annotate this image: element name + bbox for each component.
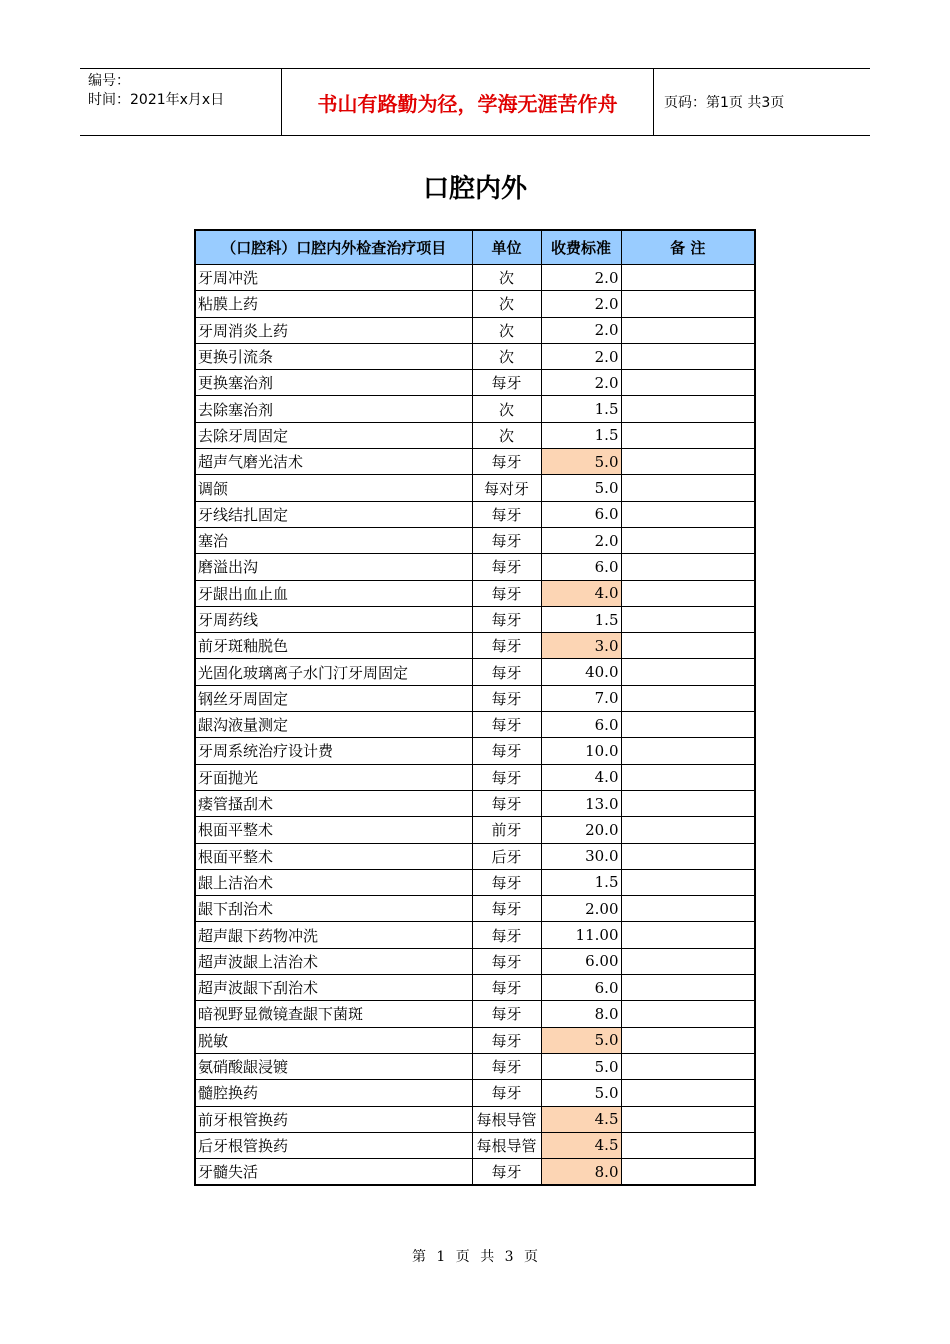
note-cell [621, 317, 755, 343]
unit-cell: 每牙 [472, 1080, 541, 1106]
fee-cell: 6.00 [541, 948, 621, 974]
header-meta [80, 69, 282, 135]
table-row [195, 291, 755, 317]
note-cell [621, 501, 755, 527]
unit-cell: 每牙 [472, 975, 541, 1001]
fee-table-body [195, 265, 755, 1186]
unit-cell: 次 [472, 291, 541, 317]
table-row [195, 738, 755, 764]
table-row [195, 1106, 755, 1132]
item-name-cell: 光固化玻璃离子水门汀牙周固定 [195, 659, 472, 685]
table-row [195, 475, 755, 501]
note-cell [621, 948, 755, 974]
note-cell [621, 422, 755, 448]
item-name-cell: 牙髓失活 [195, 1159, 472, 1186]
unit-cell: 每牙 [472, 948, 541, 974]
table-row [195, 922, 755, 948]
item-name-cell: 根面平整术 [195, 817, 472, 843]
item-name-cell: 龈沟液量测定 [195, 712, 472, 738]
column-header-fee: 收费标准 [541, 230, 621, 265]
table-row [195, 265, 755, 291]
table-row [195, 712, 755, 738]
unit-cell: 每牙 [472, 738, 541, 764]
unit-cell: 每牙 [472, 685, 541, 711]
column-header-item: （口腔科）口腔内外检查治疗项目 [195, 230, 472, 265]
number-label: 编号： [88, 73, 130, 89]
item-name-cell: 塞治 [195, 527, 472, 553]
fee-cell: 6.0 [541, 975, 621, 1001]
note-cell [621, 1053, 755, 1079]
table-row [195, 1159, 755, 1186]
fee-cell: 5.0 [541, 1080, 621, 1106]
note-cell [621, 370, 755, 396]
unit-cell: 次 [472, 265, 541, 291]
unit-cell: 每牙 [472, 554, 541, 580]
unit-cell: 每牙 [472, 606, 541, 632]
item-name-cell: 根面平整术 [195, 843, 472, 869]
table-row [195, 869, 755, 895]
fee-table [194, 229, 756, 1186]
note-cell [621, 922, 755, 948]
table-row [195, 554, 755, 580]
table-row [195, 370, 755, 396]
note-cell [621, 764, 755, 790]
table-row [195, 843, 755, 869]
item-name-cell: 牙周消炎上药 [195, 317, 472, 343]
fee-cell: 3.0 [541, 633, 621, 659]
unit-cell: 每牙 [472, 370, 541, 396]
table-row [195, 948, 755, 974]
fee-cell: 5.0 [541, 449, 621, 475]
table-row [195, 1080, 755, 1106]
item-name-cell: 牙龈出血止血 [195, 580, 472, 606]
table-row [195, 501, 755, 527]
table-row [195, 527, 755, 553]
item-name-cell: 粘膜上药 [195, 291, 472, 317]
page-code: 页码：第1页 共3页 [664, 95, 785, 111]
item-name-cell: 牙线结扎固定 [195, 501, 472, 527]
table-row [195, 685, 755, 711]
unit-cell: 每牙 [472, 712, 541, 738]
unit-cell: 每牙 [472, 922, 541, 948]
table-row [195, 343, 755, 369]
unit-cell: 每牙 [472, 869, 541, 895]
unit-cell: 前牙 [472, 817, 541, 843]
page-footer: 第 1 页 共 3 页 [411, 1249, 539, 1265]
note-cell [621, 790, 755, 816]
item-name-cell: 龈下刮治术 [195, 896, 472, 922]
unit-cell: 每牙 [472, 633, 541, 659]
item-name-cell: 髓腔换药 [195, 1080, 472, 1106]
unit-cell: 每牙 [472, 1053, 541, 1079]
note-cell [621, 633, 755, 659]
note-cell [621, 1080, 755, 1106]
note-cell [621, 843, 755, 869]
note-cell [621, 659, 755, 685]
item-name-cell: 超声龈下药物冲洗 [195, 922, 472, 948]
fee-cell: 20.0 [541, 817, 621, 843]
fee-cell: 2.00 [541, 896, 621, 922]
fee-cell: 2.0 [541, 527, 621, 553]
fee-cell: 4.0 [541, 764, 621, 790]
table-row [195, 580, 755, 606]
item-name-cell: 牙周冲洗 [195, 265, 472, 291]
table-row [195, 1001, 755, 1027]
item-name-cell: 磨溢出沟 [195, 554, 472, 580]
item-name-cell: 去除牙周固定 [195, 422, 472, 448]
note-cell [621, 1132, 755, 1158]
table-row [195, 1053, 755, 1079]
note-cell [621, 580, 755, 606]
table-row [195, 422, 755, 448]
unit-cell: 每对牙 [472, 475, 541, 501]
unit-cell: 每牙 [472, 896, 541, 922]
fee-cell: 2.0 [541, 343, 621, 369]
page-header [80, 68, 870, 136]
fee-cell: 40.0 [541, 659, 621, 685]
note-cell [621, 1106, 755, 1132]
note-cell [621, 343, 755, 369]
item-name-cell: 超声波龈上洁治术 [195, 948, 472, 974]
note-cell [621, 475, 755, 501]
fee-cell: 4.5 [541, 1132, 621, 1158]
item-name-cell: 前牙斑釉脱色 [195, 633, 472, 659]
unit-cell: 每牙 [472, 1027, 541, 1053]
note-cell [621, 396, 755, 422]
unit-cell: 每牙 [472, 659, 541, 685]
item-name-cell: 前牙根管换药 [195, 1106, 472, 1132]
fee-cell: 2.0 [541, 291, 621, 317]
note-cell [621, 712, 755, 738]
note-cell [621, 291, 755, 317]
note-cell [621, 265, 755, 291]
fee-cell: 1.5 [541, 606, 621, 632]
table-row [195, 317, 755, 343]
item-name-cell: 后牙根管换药 [195, 1132, 472, 1158]
note-cell [621, 975, 755, 1001]
table-row [195, 396, 755, 422]
item-name-cell: 牙周药线 [195, 606, 472, 632]
item-name-cell: 脱敏 [195, 1027, 472, 1053]
unit-cell: 每牙 [472, 764, 541, 790]
unit-cell: 次 [472, 317, 541, 343]
item-name-cell: 调颌 [195, 475, 472, 501]
fee-cell: 13.0 [541, 790, 621, 816]
table-row [195, 764, 755, 790]
unit-cell: 每根导管 [472, 1106, 541, 1132]
fee-cell: 2.0 [541, 370, 621, 396]
unit-cell: 每牙 [472, 1001, 541, 1027]
note-cell [621, 554, 755, 580]
fee-cell: 8.0 [541, 1001, 621, 1027]
header-motto: 书山有路勤为径，学海无涯苦作舟 [282, 69, 654, 135]
fee-cell: 5.0 [541, 475, 621, 501]
table-row [195, 659, 755, 685]
fee-cell: 2.0 [541, 265, 621, 291]
time-label: 时间：2021年x月x日 [88, 92, 225, 108]
table-row [195, 817, 755, 843]
note-cell [621, 449, 755, 475]
fee-cell: 4.0 [541, 580, 621, 606]
unit-cell: 次 [472, 343, 541, 369]
table-row [195, 975, 755, 1001]
table-row [195, 896, 755, 922]
fee-cell: 6.0 [541, 501, 621, 527]
table-header-row [195, 230, 755, 265]
item-name-cell: 钢丝牙周固定 [195, 685, 472, 711]
fee-cell: 6.0 [541, 712, 621, 738]
note-cell [621, 896, 755, 922]
note-cell [621, 869, 755, 895]
item-name-cell: 牙面抛光 [195, 764, 472, 790]
fee-cell: 30.0 [541, 843, 621, 869]
table-row [195, 1132, 755, 1158]
fee-cell: 7.0 [541, 685, 621, 711]
item-name-cell: 超声气磨光洁术 [195, 449, 472, 475]
fee-cell: 11.00 [541, 922, 621, 948]
note-cell [621, 527, 755, 553]
fee-cell: 5.0 [541, 1027, 621, 1053]
table-row [195, 606, 755, 632]
fee-cell: 6.0 [541, 554, 621, 580]
unit-cell: 每牙 [472, 1159, 541, 1186]
fee-cell: 1.5 [541, 422, 621, 448]
unit-cell: 每牙 [472, 527, 541, 553]
fee-cell: 2.0 [541, 317, 621, 343]
table-row [195, 449, 755, 475]
table-row [195, 1027, 755, 1053]
unit-cell: 后牙 [472, 843, 541, 869]
table-row [195, 633, 755, 659]
unit-cell: 每牙 [472, 580, 541, 606]
column-header-unit: 单位 [472, 230, 541, 265]
note-cell [621, 738, 755, 764]
unit-cell: 每牙 [472, 449, 541, 475]
fee-cell: 1.5 [541, 396, 621, 422]
note-cell [621, 1159, 755, 1186]
item-name-cell: 更换塞治剂 [195, 370, 472, 396]
note-cell [621, 817, 755, 843]
unit-cell: 次 [472, 396, 541, 422]
note-cell [621, 1027, 755, 1053]
table-row [195, 790, 755, 816]
fee-cell: 1.5 [541, 869, 621, 895]
item-name-cell: 暗视野显微镜查龈下菌斑 [195, 1001, 472, 1027]
item-name-cell: 超声波龈下刮治术 [195, 975, 472, 1001]
unit-cell: 每牙 [472, 790, 541, 816]
fee-cell: 10.0 [541, 738, 621, 764]
item-name-cell: 牙周系统治疗设计费 [195, 738, 472, 764]
fee-cell: 5.0 [541, 1053, 621, 1079]
column-header-note: 备 注 [621, 230, 755, 265]
item-name-cell: 龈上洁治术 [195, 869, 472, 895]
unit-cell: 次 [472, 422, 541, 448]
page-title: 口腔内外 [422, 174, 527, 204]
item-name-cell: 氨硝酸龈浸镀 [195, 1053, 472, 1079]
fee-cell: 8.0 [541, 1159, 621, 1186]
item-name-cell: 去除塞治剂 [195, 396, 472, 422]
note-cell [621, 606, 755, 632]
fee-cell: 4.5 [541, 1106, 621, 1132]
item-name-cell: 更换引流条 [195, 343, 472, 369]
item-name-cell: 瘘管搔刮术 [195, 790, 472, 816]
unit-cell: 每根导管 [472, 1132, 541, 1158]
unit-cell: 每牙 [472, 501, 541, 527]
note-cell [621, 685, 755, 711]
note-cell [621, 1001, 755, 1027]
